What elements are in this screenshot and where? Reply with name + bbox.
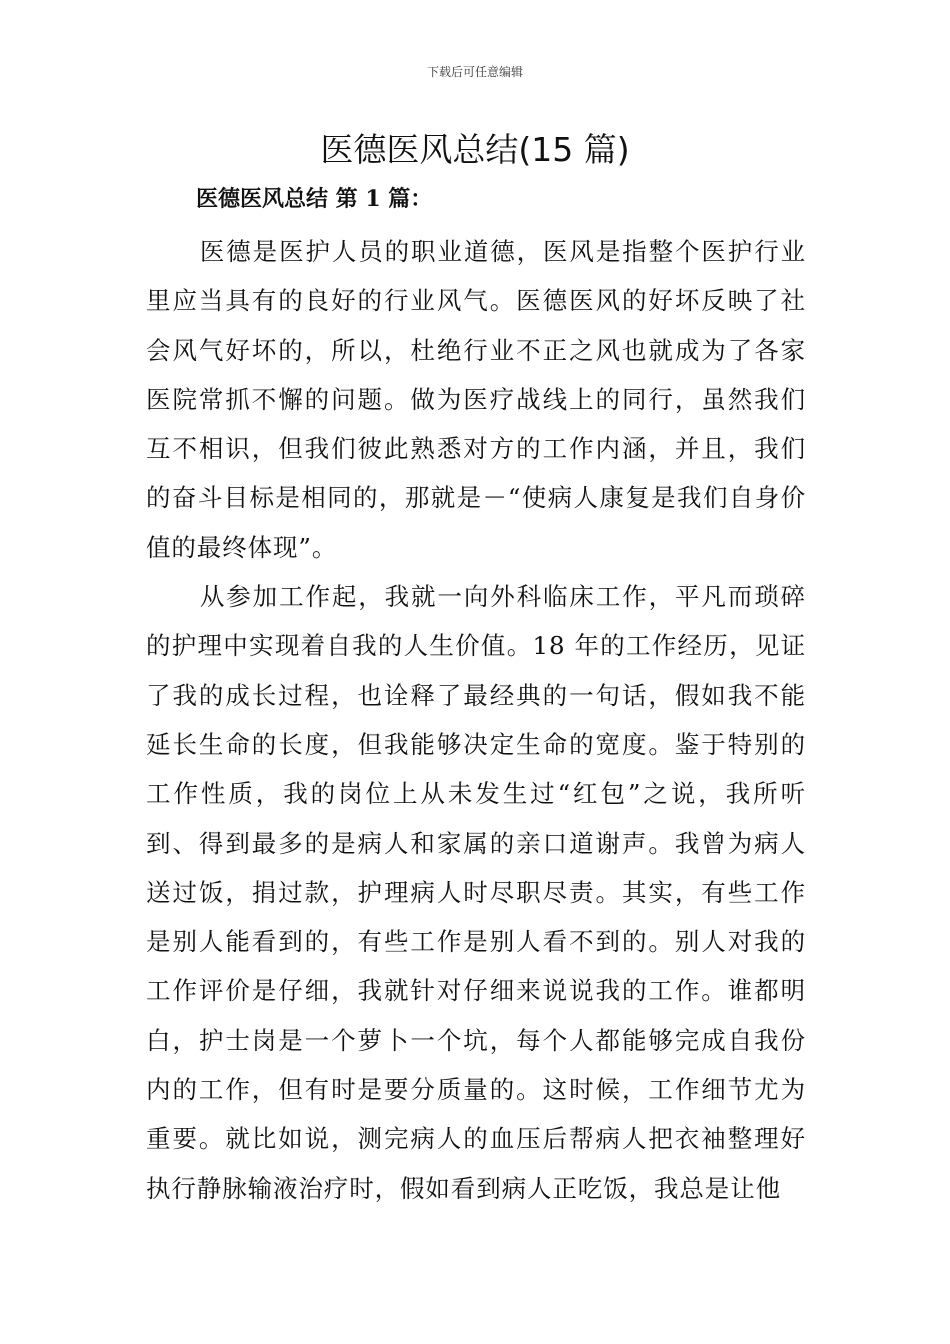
paragraph-1: 医德是医护人员的职业道德，医风是指整个医护行业里应当具有的良好的行业风气。医德医风的好坏反映了社会风气好坏的，所以，杜绝行业不正之风也就成为了各家医院常抓不懈的问题。做为医疗战线上的同行，虽然我们互不相识，但我们彼此熟悉对方的工作内涵，并且，我们的奋斗目标是相同的，那就是－“使病人康复是我们自身价值的最终体现”。 bbox=[146, 237, 806, 562]
body-text bbox=[146, 227, 806, 1213]
document-title: 医德医风总结(15 篇) bbox=[320, 130, 630, 169]
section-heading: 医德医风总结 第 1 篇： bbox=[196, 186, 433, 212]
header-note: 下载后可任意编辑 bbox=[426, 65, 523, 79]
paragraph-2: 从参加工作起，我就一向外科临床工作，平凡而琐碎的护理中实现着自我的人生价值。18 年的工作经历，见证了我的成长过程，也诠释了最经典的一句话，假如我不能延长生命的长度，但我能够决定生命的宽度。鉴于特别的工作性质，我的岗位上从未发生过“红包”之说，我所听到、得到最多的是病人和家属的亲口道谢声。我曾为病人送过饭，捐过款，护理病人时尽职尽责。其实，有些工作是别人能看到的，有些工作是别人看不到的。别人对我的工作评价是仔细，我就针对仔细来说说我的工作。谁都明白，护士岗是一个萝卜一个坑，每个人都能够完成自我份内的工作，但有时是要分质量的。这时候，工作细节尤为重要。就比如说，测完病人的血压后帮病人把衣袖整理好执行静脉输液治疗时，假如看到病人正吃饭，我总是让他 bbox=[146, 582, 806, 1203]
